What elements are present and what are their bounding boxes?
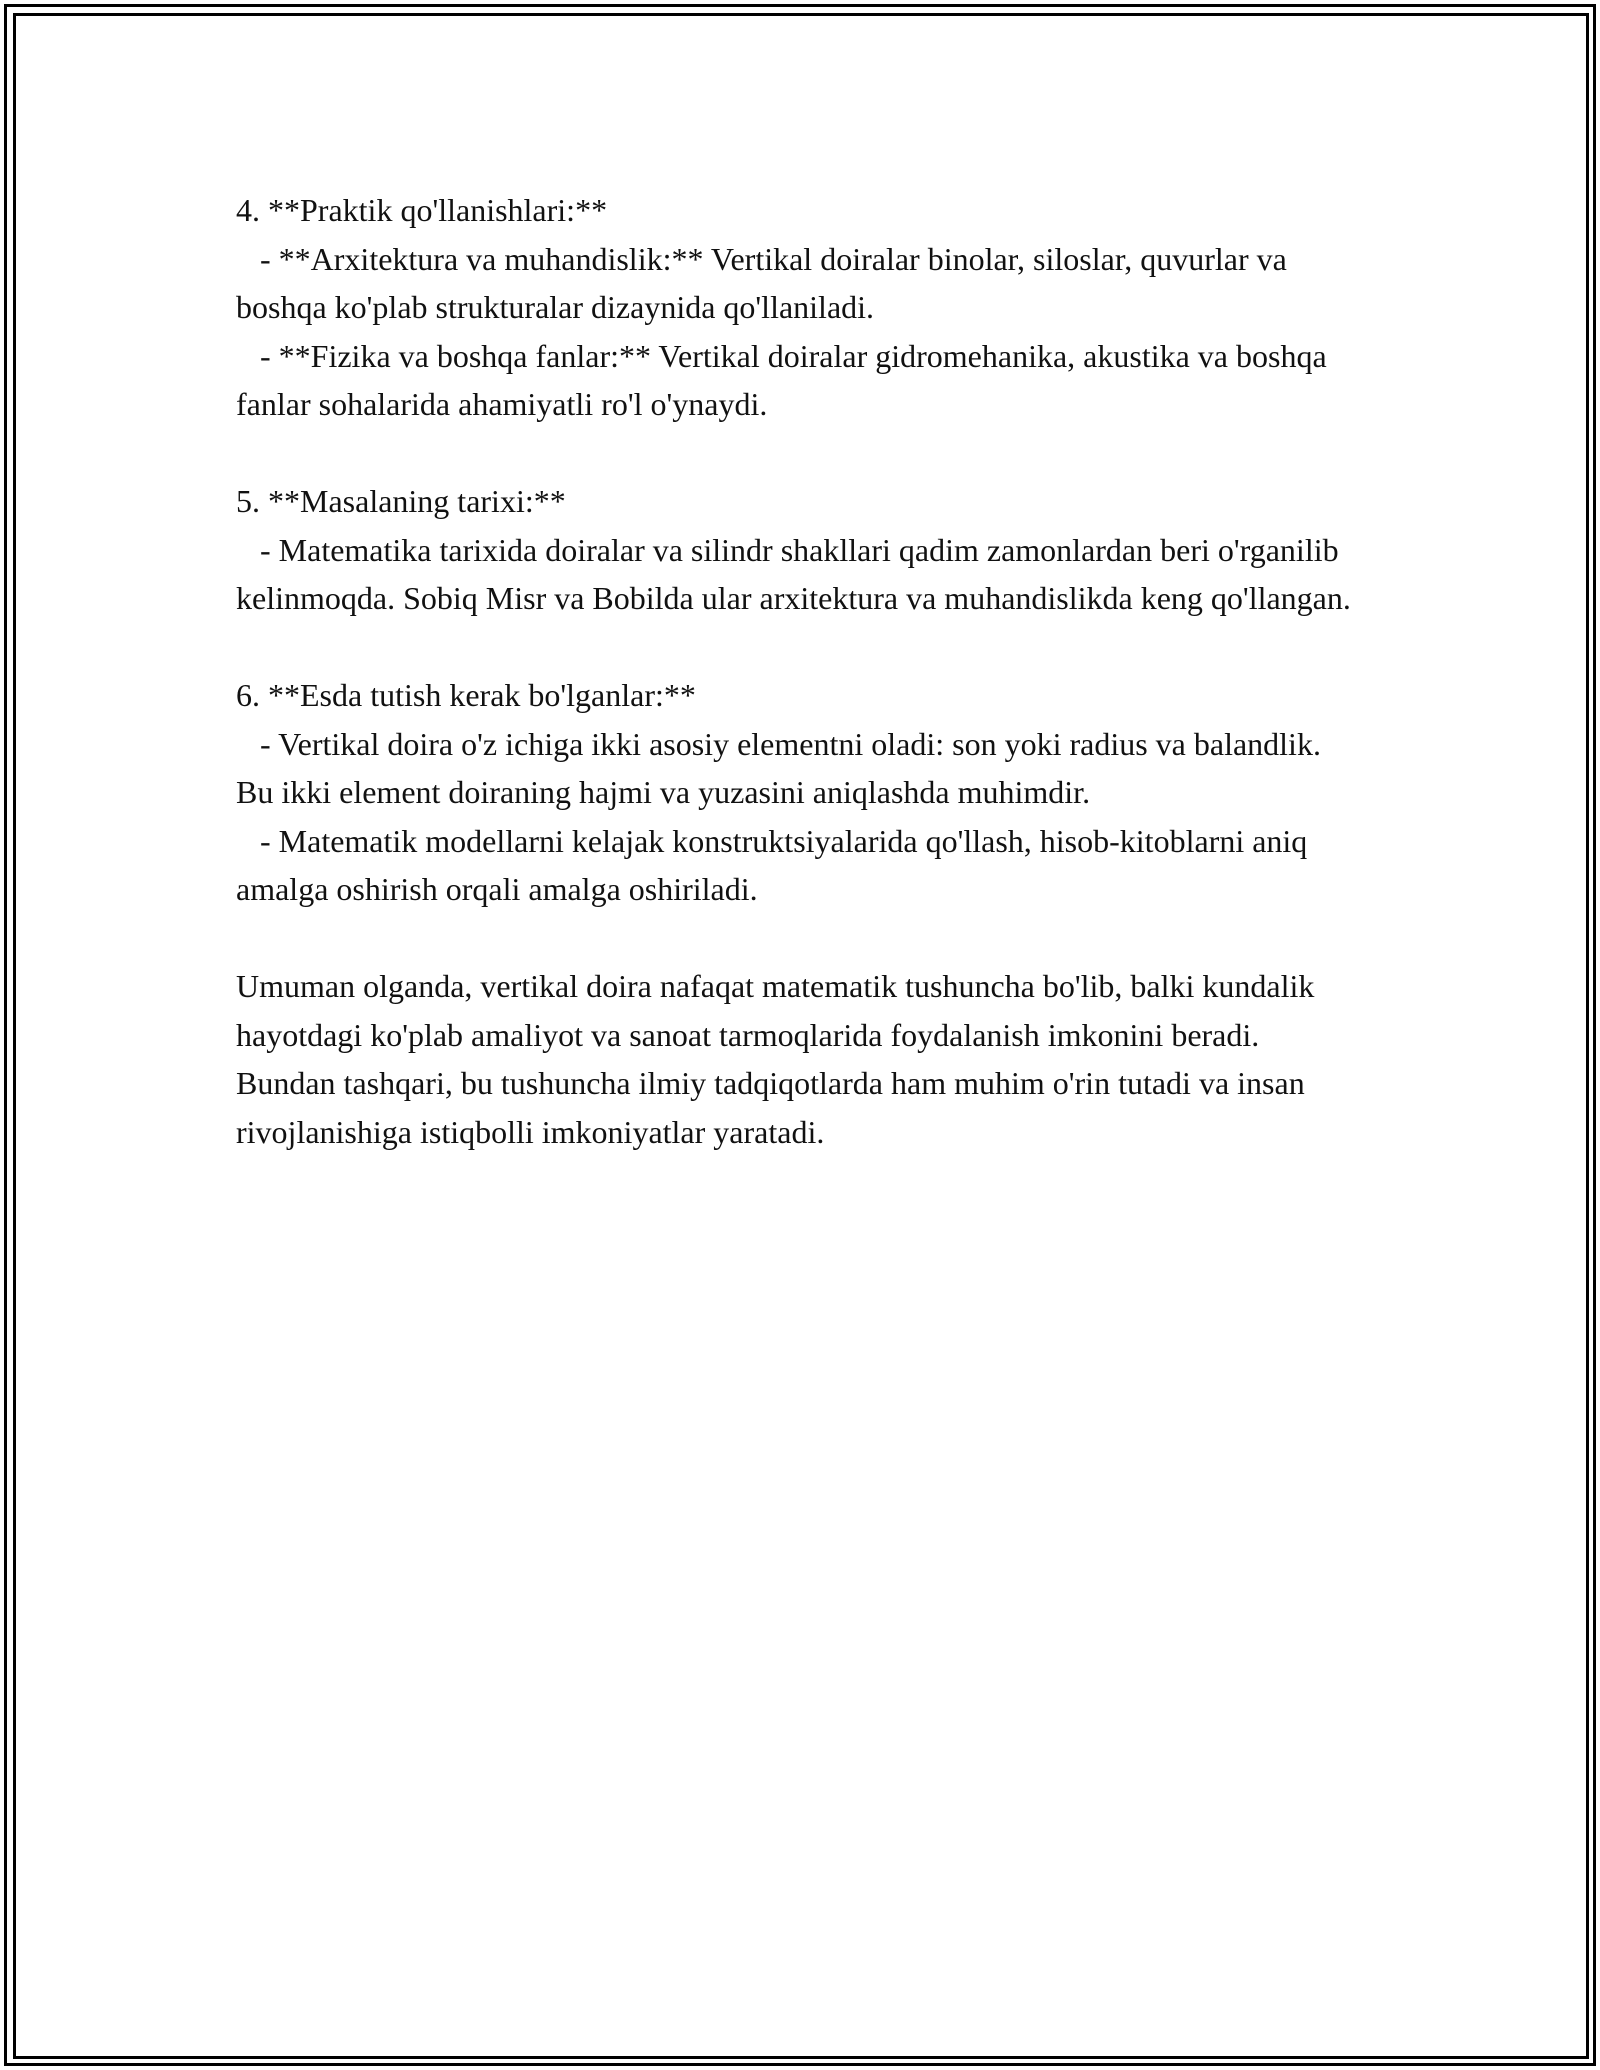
list-item: - **Arxitektura va muhandislik:** Vertikal doiralar binolar, siloslar, quvurlar va boshqa ko'plab strukturalar dizaynida qo'llaniladi. (236, 240, 1295, 325)
section-heading: 5. **Masalaning tarixi:** (236, 483, 566, 519)
paragraph-gap (236, 429, 1366, 478)
section-history (236, 477, 1366, 623)
paragraph-gap (236, 914, 1366, 963)
paragraph-gap (236, 623, 1366, 672)
list-item: - Matematik modellarni kelajak konstruktsiyalarida qo'llash, hisob-kitoblarni aniq amalga oshirish orqali amalga oshiriladi. (236, 822, 1316, 907)
section-things-to-remember (236, 671, 1366, 914)
list-item: - Matematika tarixida doiralar va silindr shakllari qadim zamonlardan beri o'rganilib kelinmoqda. Sobiq Misr va Bobilda ular arxitektura va muhandislikda keng qo'llangan. (236, 531, 1351, 616)
section-heading: 4. **Praktik qo'llanishlari:** (236, 192, 608, 228)
conclusion-paragraph: Umuman olganda, vertikal doira nafaqat matematik tushuncha bo'lib, balki kundalik hayotdagi ko'plab amaliyot va sanoat tarmoqlarida foydalanish imkonini beradi. Bundan tashqari, bu tushuncha ilmiy tadqiqotlarda ham muhim o'rin tutadi va insan rivojlanishiga istiqbolli imkoniyatlar yaratadi. (236, 968, 1323, 1150)
document-body (236, 186, 1366, 1156)
list-item: - Vertikal doira o'z ichiga ikki asosiy elementni oladi: son yoki radius va balandlik. Bu ikki element doiraning hajmi va yuzasini aniqlashda muhimdir. (236, 725, 1329, 810)
list-item: - **Fizika va boshqa fanlar:** Vertikal doiralar gidromehanika, akustika va boshqa fanlar sohalarida ahamiyatli ro'l o'ynaydi. (236, 337, 1335, 422)
section-practical-applications (236, 186, 1366, 429)
section-heading: 6. **Esda tutish kerak bo'lganlar:** (236, 677, 696, 713)
